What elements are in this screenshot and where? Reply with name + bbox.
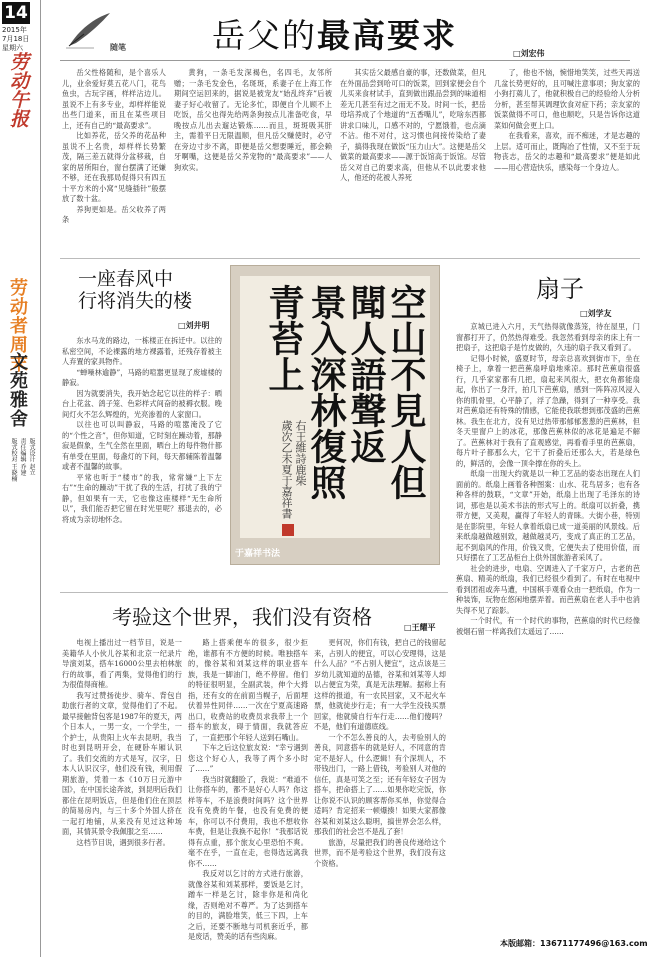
- paragraph: 更何况，你们有钱，把自己的钱留起来，占别人的便宜，可以心安理得，这是什么人品？“不占别人便宜”，这点该是三岁幼儿就知道的品德，谷某和刘某等人却以占便宜为荣，真是无法理解。据称上有这样的报道，有一农民回家，又不起火车票，他就徒步行走；有一大学生没钱买票回家，他就骑自行车行走……他们傻吗？不是，他们有道德底线。: [314, 638, 446, 731]
- article-author: □刘井明: [178, 321, 210, 330]
- paragraph: 我当时就翻脸了，我说：“难道不让你搭车的，都不是好心人吗？你这样等车，不是浪费时间吗？这个世界没有免费的午餐，也没有免费的便车，你可以不付费用，我也不想收你车费，但是让我换不起你！”我那话说得有点重，那个旅友心里恐怕不爽。毫不在乎，一直在走，也得选远离我你不……: [188, 774, 308, 868]
- date-line-weekday: 星期六: [2, 44, 23, 52]
- red-seal-stamp: [282, 524, 294, 536]
- calligraphy-signature: 歲次乙未夏于嘉祥書: [280, 420, 293, 519]
- title-line: 一座春风中: [78, 268, 174, 290]
- page-footer-email: [500, 938, 648, 949]
- editor-credits: [6, 438, 36, 482]
- footer-email-link[interactable]: 13671177496@163.com: [540, 939, 648, 948]
- section-title-secondary: 文苑雅舍: [7, 352, 28, 428]
- section-divider: [60, 592, 448, 593]
- paragraph: 纸扇一出现大约就是以一种工艺品的姿态出现在人们面前的。纸扇上画着各种图案：山水、花鸟居多；也有各种各样的鼓联，“文章”开始，纸扇上出现了毛泽东的诗词，那也是以美术书法的形式写上的。纸扇可以折叠，携带方便，又美观，赢得了年轻人的青睐。大街小巷，特别是在影院里，年轻人拿着纸扇已成一道美丽的风景线。后来纸扇越做越别致，越做越灵巧，变成了真正的工艺品，起不到扇风的作用，价钱又贵，它便失去了使用价值，而只好摆在了工艺品柜台上供外国旅游者采风了。: [456, 469, 640, 562]
- paragraph: 记得小时候，盛夏时节，母亲总喜欢到街市下，坐在椅子上，拿着一把芭蕉扇呼扇地乘凉。那时芭蕉扇很盛行，几乎家家都有几把，扇起来风很大，把衣角都能扇起，你出了一身汗，拍几下芭蕉扇，感到一阵阵凉风浸入你的肌骨里，心平静了，浮了急躁，得到了一种享受。我对芭蕉扇还有特殊的情感，它能使我联想到那茂盛的芭蕉林。我生在北方，没有见过热带那郁郁葱葱的芭蕉林，但冬天里窗户上的冰花，那像芭蕉林似的冰花是遍足不解了。芭蕉林对于我有了直观感觉，再看看手里的芭蕉扇，每片叶子都那么大，它干了折叠后还那么大，若是绿色的，鲜活的，会像一顶伞撑在你的头上。: [456, 353, 640, 468]
- paragraph: 东水马龙的路边，一栋楼正在拆迁中。以往的私密空间，不论裸露的地方裸露着，还残存着被主人弃置的家具物件。: [62, 336, 222, 366]
- masthead-logo: 劳动午报: [7, 52, 29, 128]
- editor-credit-line: 版式设计 赵立: [28, 438, 35, 476]
- paragraph: 我写过赞扬徒步、骑车、背包自助旅行者的文章，觉得他们了不起。最早接触背包客是1987年的夏天，两个日本人，一男一女，一个学生，一个护士，从贵阳上火车去昆明，我当时也到昆明开会，在硬卧车厢认识了。我们交流的方式是写，汉字，日本人认识汉字，他们没有钱，利用假期旅游，凭着一本《10万日元游中国》，在中国长途奔波，到昆明后我们都住在昆明饭店，但是他们住在顶层的简易房内，与三十多个外国人挤在一起打地铺，从来没有见过这种场面，其情其景令我佩服之至……: [62, 690, 182, 836]
- section-title-primary: 劳动者周末: [7, 278, 28, 373]
- paragraph: 比如养花，岳父养的花品种虽说不上名贵，却样样长势繁茂，隔三差五就得分盆移栽，自家的居所阳台，窗台摆满了还嫌不够，还在我那局促得只有四五十平方米的小窝“见缝插针”般摆放了数十盆。: [62, 131, 166, 203]
- paragraph: 一个时代，有一个时代的事物，芭蕉扇的时代已经像被烟石留一样离我们太遥远了……: [456, 616, 640, 636]
- paragraph: 一个不怎么善良的人，去考验别人的善良，同意搭车的就是好人，不同意的肯定不是好人，什么逻辑！有个深圳人，不带钱出门，一路上借钱，考验别人对他的信任，真是可笑之至；还有年轻女子因为搭车，把命搭上了……如果你吃完饭，你让你说不认识的顾客帮你买单，你觉得合适吗？肯定招来一顿爆揍！如果大家都像谷某和刘某这么聪明，搞世界会怎么样，那我们的社会岂不是乱了套！: [314, 732, 446, 836]
- article-body-column: [340, 68, 486, 258]
- footer-label: 本版邮箱：: [500, 939, 540, 948]
- article-title-building: [78, 268, 228, 312]
- title-part-light: 岳父的: [212, 16, 317, 55]
- paragraph: 这档节目说，遇到很多行者。: [76, 837, 170, 847]
- article-title-fan: 扇子: [536, 275, 584, 303]
- paragraph: 电视上播出过一档节目，说是一美籍华人小伙儿谷某和北京一纪录片导演刘某，搭车16000公里去柏林旅行的故事，看了两集，觉得他们的行为很值得商榷。: [62, 638, 182, 689]
- calligraphy-caption: 于嘉祥书法: [235, 549, 281, 559]
- paragraph: 平常也听于“楼市”的我，常常嫌“上下左右”“生命的躁动”干扰了我的生活，打扰了我的宁静，但如果有一天，它也像这座楼样“无生命所以”，我们能否把它留在时光里呢？那退去的，必将成为亲切地怀念。: [62, 472, 222, 524]
- article-body-column: [62, 336, 222, 588]
- paragraph: 社会的进步，电扇、空调进入了千家万户，古老的芭蕉扇、精美的纸扇，我们已经很少看到了。有时在电视中看到团祖或奔马遭，中国棋手观看众由一把纸扇，作为一种装饰，玩物在悠闲地摆弄着。而芭蕉扇在老人手中也消失得不见了踪影。: [456, 563, 640, 615]
- article-title-father-in-law: [212, 10, 502, 57]
- page-number: 14: [2, 2, 30, 24]
- date-line-year: 2015年: [2, 26, 27, 34]
- quill-icon: [64, 10, 114, 50]
- title-rule: [60, 60, 630, 61]
- article-body-column: [456, 322, 640, 930]
- editor-credit-line: 版式校对 王晓楠: [10, 438, 17, 482]
- paragraph: 我反对以乞讨的方式进行旅游，就像谷某和刘某那样，要饭是乞讨，蹭车一样是乞讨，除非你是和尚化缘，否则绝对不尊严。为了达到搭车的目的，满脸堆笑，低三下四，上车之后，还要不断地与司机套近乎，都是废话，赞美的话有些肉麻。: [188, 869, 308, 941]
- column-label: 随笔: [110, 42, 126, 52]
- paragraph: “蝉噪林逾静”，马路的喧嚣更显现了废墟楼的静寂。: [62, 367, 222, 387]
- calligraphy-column: 景入深林復照: [305, 284, 347, 500]
- article-author: □王耀平: [404, 623, 436, 632]
- paragraph: 在我看来，喜欢，而不痴迷，才是志趣的上层。适可而止，既陶冶了性情，又不至于玩物丧志，岳父的志趣和“最高要求”便是如此——用心营造快乐，感染每一个身边人。: [494, 131, 640, 172]
- article-body-column: [494, 68, 640, 258]
- article-body-column: [174, 68, 332, 258]
- article-title-test-world: 考验这个世界，我们没有资格: [112, 605, 372, 629]
- paragraph: 养狗更如是。岳父收养了两条: [62, 204, 166, 224]
- section-divider: [60, 258, 640, 259]
- article-author: □刘宏伟: [513, 49, 545, 58]
- paragraph: 黄狗，一条毛发深褐色，名四毛，友邻所赠；一条毛发金色，名斑斑，系妻子在上海工作期间空运回来的，据说是被宠友“始乱终弃”后被妻子好心收留了。无论多忙，即便自个儿顾不上吃饭，岳父也得先给两条狗按点儿准备吃食，早晚按点儿出去遛达锻炼……而且，斑斑吸其肝主，需着平日无限温顺，但凡岳父赚使时，必守在旁边寸步不离，即便是岳父想要睡近，都会赖牙啊嘴，这便是岳父养宠物的“最高要求”——人狗欢实。: [174, 68, 332, 172]
- calligraphy-signature: 右王維詩鹿柴: [294, 420, 307, 486]
- paragraph: 下车之后这位旅友说：“幸亏遇到您这个好心人，我等了两个多小时了……”: [188, 743, 308, 773]
- paragraph: 路上搭乘便车的很多，很少拒绝，谁都有不方便的时候。唯独搭车的，像谷某和刘某这样的职业搭车族，我是一脚油门，绝不停留。他们的特征很明显，全副武装，伸个大拇指，还有女的在前面当幌子，后面埋伏着异性同伴……一次在宁夏高速路出口，收费站的收费员求我带上一个搭车的旅友，碍于情面，我就答应了，一直把那个年轻人送到石嘴山。: [188, 638, 308, 742]
- article-body-column: [62, 68, 166, 258]
- sidebar-divider: [40, 0, 41, 957]
- article-body-column: [314, 638, 446, 950]
- issue-date: [2, 26, 42, 53]
- paragraph: 了，他也不恼，惋惜地笑笑，过些天再送几盆长势更好的，且可喊注意事项；狗友家的小狗打蔫儿了，他就积极自己的经验给人分析分析，甚至帮其调理饮食对症下药；亲友家的饭菜做得不可口，他也顺吃，只是告诉你这道菜如何做会更上口。: [494, 68, 640, 130]
- date-line-day: 7月18日: [2, 35, 30, 43]
- paragraph: 京城已进入六月，天气热得就像蒸笼，待在屋里，门窗都打开了，仍然热得难受。我忽然看到母亲的床上有一把扇子，这把扇子是竹皮做的，久违的扇子我又看到了。: [456, 322, 640, 352]
- calligraphy-column: 聞人語聲返: [345, 284, 387, 464]
- paragraph: 旅游，尽量把我们的善良传递给这个世界，而不是考验这个世界，我们没有这个资格。: [314, 837, 446, 868]
- paragraph: 其实岳父最感自豪的事，还数做菜，但凡在外面品尝到哈可口的饭菜，回到家便会自个儿买来食材试手，直到做出跟品尝到的味道相差无几甚至有过之而无不及。时间一长，把岳母培养成了个地道的“五香嘴儿”，吃啥东西都讲求口味儿，口感不对的，宁愿饿着，也点滴不沾。他不对付，这习惯也间接传染给了妻子，搞得我现在做饭“压力山大”。这便是岳父做菜的最高要求——源于饭馆高于饭馆。尽管岳父对自己的要求高，但他从不以此要求他人，他还的花被人养死: [340, 68, 486, 182]
- paragraph: 岳父性格随和，是个喜乐人儿，业余爱好莫五花八门，花鸟鱼虫，古玩字画，样样沾边儿。虽说不上有多专业，却样样能说出些门道来，而且在某些项目上，还有自己的“最高要求”。: [62, 68, 166, 130]
- calligraphy-column: 青苔上: [263, 284, 305, 392]
- paragraph: 以往也可以叫静寂，马路的喧嚣淹没了它的“个性之音”，但你知道，它时刻在躁动着，那静寂是假象，生气全然在里面，晒台上的每件物什都有单受在里面，每盏灯的下间，每天都辅陈着温馨或者不温馨的故事。: [62, 420, 222, 471]
- article-body-column: [188, 638, 308, 950]
- editor-credit-line: 责任编辑 乔建: [19, 438, 26, 476]
- article-author: □刘学友: [580, 309, 612, 318]
- calligraphy-column: 空山不見人但: [385, 284, 427, 500]
- article-body-column: [62, 638, 182, 950]
- paragraph: 因为就要消失，我开始念起它以往的样子：晒台上花盆、鸽子笼、色彩样式间奋的被褥衣服。晚间灯火不怎么辉煌的，光亮渗着的人家窗口。: [62, 388, 222, 419]
- title-line: 行将消失的楼: [78, 290, 193, 312]
- title-part-bold: 最高要求: [317, 16, 457, 55]
